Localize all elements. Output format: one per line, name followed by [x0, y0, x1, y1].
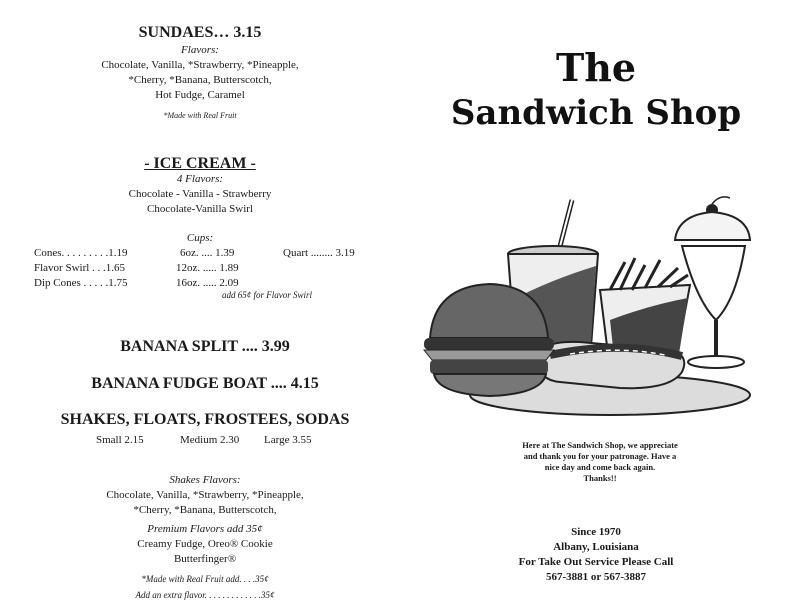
ice-cream-flavors-line2: Chocolate-Vanilla Swirl	[146, 203, 253, 215]
price-dip-cones: Dip Cones . . . . .1.75	[34, 277, 128, 289]
swirl-note: add 65¢ for Flavor Swirl	[222, 290, 313, 300]
shakes-heading: SHAKES, FLOATS, FROSTEES, SODAS	[60, 411, 350, 428]
shakes-note-extra: Add an extra flavor. . . . . . . . . . . . .35¢	[135, 590, 275, 600]
phone-numbers: 567-3881 or 567-3887	[545, 571, 646, 583]
shake-size-small: Small 2.15	[96, 434, 144, 446]
title-line1: The	[555, 45, 637, 90]
food-illustration	[420, 190, 780, 420]
price-12oz: 12oz. ..... 1.89	[176, 262, 239, 274]
cover-panel	[400, 0, 792, 612]
shake-size-large: Large 3.55	[264, 434, 312, 446]
shakes-flavors-label: Shakes Flavors:	[169, 474, 241, 486]
banana-fudge-boat: BANANA FUDGE BOAT .... 4.15	[91, 375, 319, 392]
thanks-line1: Here at The Sandwich Shop, we appreciate	[522, 440, 678, 450]
premium-label: Premium Flavors add 35¢	[147, 523, 263, 535]
sundae-icon	[675, 197, 750, 368]
sundaes-heading: SUNDAES… 3.15	[138, 24, 262, 41]
price-flavor-swirl: Flavor Swirl . . .1.65	[34, 262, 126, 274]
sundaes-flavors-line1: Chocolate, Vanilla, *Strawberry, *Pineapple,	[101, 59, 299, 71]
burger-icon	[424, 284, 554, 396]
ice-cream-flavors-line1: Chocolate - Vanilla - Strawberry	[128, 188, 272, 200]
banana-split: BANANA SPLIT .... 3.99	[120, 338, 290, 355]
premium-line1: Creamy Fudge, Oreo® Cookie	[137, 538, 273, 550]
sundaes-note: *Made with Real Fruit	[163, 111, 237, 120]
thanks-line4: Thanks!!	[583, 473, 617, 483]
price-16oz: 16oz. ..... 2.09	[176, 277, 239, 289]
shakes-flavors-line2: *Cherry, *Banana, Butterscotch,	[133, 504, 277, 516]
thanks-line2: and thank you for your patronage. Have a	[523, 451, 677, 461]
hot-dog-icon	[538, 342, 684, 388]
thanks-line3: nice day and come back again.	[544, 462, 656, 472]
sundaes-flavors-line2: *Cherry, *Banana, Butterscotch,	[128, 74, 272, 86]
sundaes-flavors-label: Flavors:	[181, 44, 219, 56]
shake-size-medium: Medium 2.30	[180, 434, 240, 446]
since-1970: Since 1970	[571, 526, 621, 538]
premium-line2: Butterfinger®	[173, 553, 237, 565]
price-6oz: 6oz. .... 1.39	[180, 247, 235, 259]
ice-cream-heading: - ICE CREAM -	[144, 155, 256, 172]
sundaes-flavors-line3: Hot Fudge, Caramel	[155, 89, 245, 101]
shakes-flavors-line1: Chocolate, Vanilla, *Strawberry, *Pineapple,	[106, 489, 304, 501]
cups-label: Cups:	[186, 232, 214, 244]
shakes-note-fruit: *Made with Real Fruit add. . . .35¢	[141, 574, 269, 584]
takeout-line: For Take Out Service Please Call	[518, 556, 674, 568]
price-cones: Cones. . . . . . . . .1.19	[34, 247, 128, 259]
title-line2: Sandwich Shop	[450, 93, 742, 133]
ice-cream-flavors-label: 4 Flavors:	[176, 173, 224, 185]
location: Albany, Louisiana	[553, 541, 639, 553]
price-quart: Quart ........ 3.19	[283, 247, 355, 259]
